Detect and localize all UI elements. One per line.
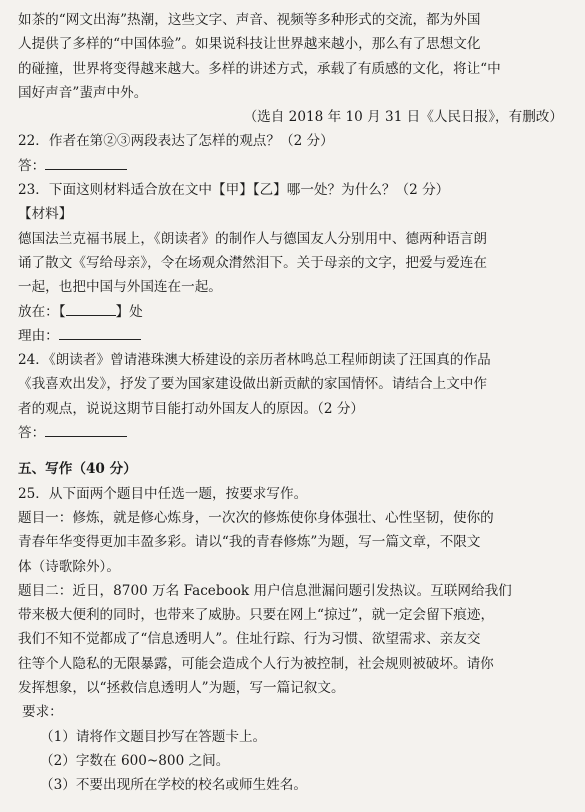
answer-label: 答：	[18, 157, 46, 174]
requirement-item: （3）不要出现所在学校的校名或师生姓名。	[40, 777, 307, 794]
question-23: 23．下面这则材料适合放在文中【甲】【乙】哪一处？为什么？（2 分）	[18, 182, 450, 199]
topic2-line: 发挥想象，以“拯救信息透明人”为题，写一篇记叙文。	[18, 680, 345, 697]
answer-blank[interactable]	[45, 155, 127, 170]
answer-24	[18, 421, 569, 445]
question-22: 22．作者在第②③两段表达了怎样的观点？（2 分）	[18, 133, 334, 150]
reading-line: 人提供了多样的“中国体验”。如果说科技让世界越来越小，那么有了思想文化	[18, 36, 481, 53]
place-suffix: 】处	[115, 303, 143, 320]
place-blank[interactable]	[66, 301, 116, 316]
question-25: 25．从下面两个题目中任选一题，按要求写作。	[18, 485, 308, 502]
reason-answer	[18, 324, 569, 348]
material-line: 德国法兰克福书展上，《朗读者》的制作人与德国友人分别用中、德两种语言朗	[18, 230, 487, 247]
question-24-line: 《我喜欢出发》，抒发了要为国家建设做出新贡献的家国情怀。请结合上文中作	[18, 376, 487, 393]
place-label: 放在：【	[18, 303, 66, 320]
topic1-line: 青春年华变得更加丰盈多彩。请以“我的青春修炼”为题，写一篇文章，不限文	[18, 534, 481, 551]
reading-line: 的碰撞，世界将变得越来越大。多样的讲述方式，承载了有质感的文化，将让“中	[18, 60, 501, 77]
topic2-line: 我们不知不觉都成了“信息透明人”。住址行踪、行为习惯、欲望需求、亲友交	[18, 631, 481, 648]
answer-blank[interactable]	[45, 422, 127, 437]
section-gap	[18, 445, 569, 455]
topic2-line: 题目二：近日，8700 万名 Facebook 用户信息泄漏问题引发热议。互联网给我们	[18, 582, 512, 599]
material-label: 【材料】	[18, 206, 73, 223]
material-line: 诵了散文《写给母亲》，令在场观众潸然泪下。关于母亲的文字，把爱与爱连在	[18, 254, 487, 271]
section-title: 五、写作（40 分）	[18, 461, 137, 478]
topic1-line: 题目一：修炼，就是修心炼身，一次次的修炼使你身体强壮、心性坚韧，使你的	[18, 509, 494, 526]
answer-label: 答：	[18, 425, 46, 442]
question-24-line: 者的观点，说说这期节目能打动外国友人的原因。（2 分）	[18, 400, 365, 417]
place-answer	[18, 300, 569, 324]
source-citation: （选自 2018 年 10 月 31 日《人民日报》，有删改）	[243, 109, 563, 126]
requirement-item: （2）字数在 600~800 之间。	[40, 752, 230, 769]
requirements-label: 要求：	[22, 704, 63, 721]
material-line: 一起，也把中国与外国连在一起。	[18, 279, 222, 296]
reason-blank[interactable]	[59, 325, 141, 340]
topic1-line: 体（诗歌除外）。	[18, 558, 120, 575]
answer-22	[18, 154, 569, 178]
question-24-line: 24．《朗读者》曾请港珠澳大桥建设的亲历者林鸣总工程师朗读了汪国真的作品	[18, 352, 491, 369]
requirement-item: （1）请将作文题目抄写在答题卡上。	[40, 728, 267, 745]
topic2-line: 往等个人隐私的无限暴露，可能会造成个人行为被控制，社会规则被破坏。请你	[18, 655, 494, 672]
reading-line: 国好声音”蜚声中外。	[18, 84, 148, 101]
reason-label: 理由：	[18, 327, 59, 344]
topic2-line: 带来极大便利的同时，也带来了威胁。只要在网上“掠过”，就一定会留下痕迹，	[18, 607, 495, 624]
reading-line: 如茶的“网文出海”热潮，这些文字、声音、视频等多种形式的交流，都为外国	[18, 12, 481, 28]
